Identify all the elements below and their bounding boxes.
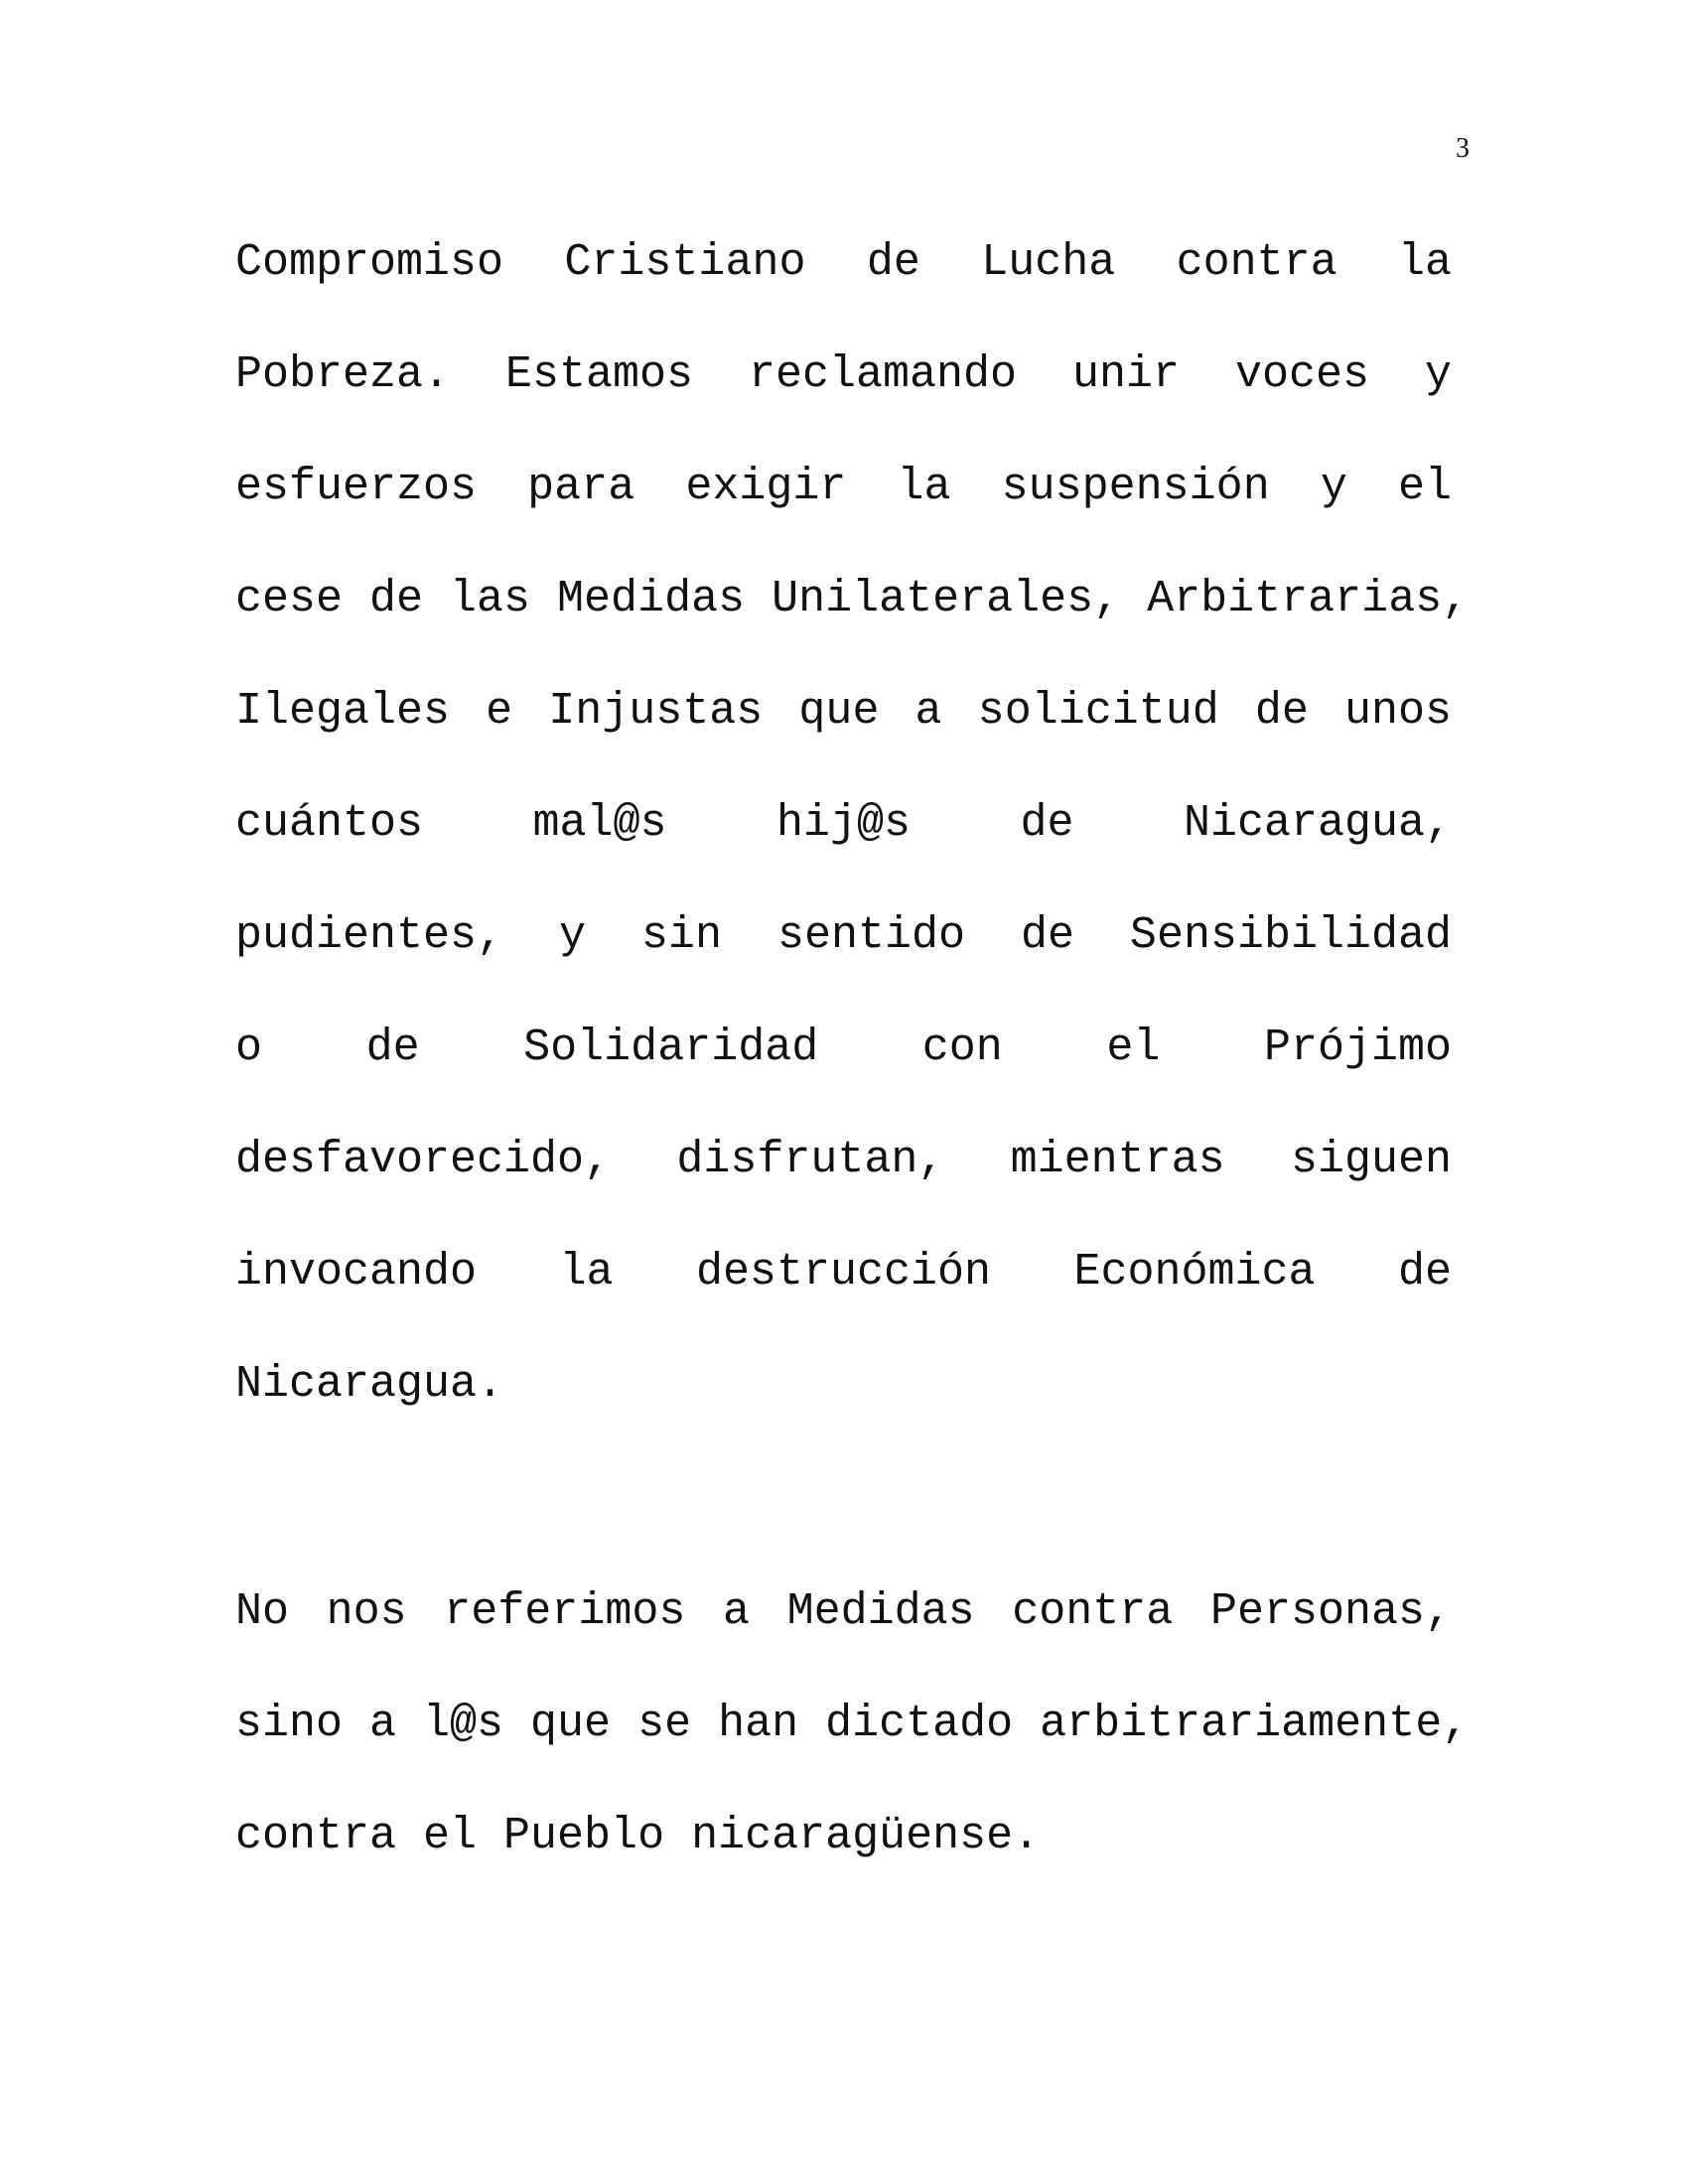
text-line: Compromiso Cristiano de Lucha contra la (235, 237, 1452, 288)
text-line: Nicaragua. (235, 1359, 504, 1410)
paragraph-1 (235, 206, 1470, 1440)
text-line: cese de las Medidas Unilaterales, Arbitrarias, (235, 574, 1470, 624)
text-line: invocando la destrucción Económica de (235, 1247, 1452, 1297)
text-line: Ilegales e Injustas que a solicitud de unos (235, 686, 1452, 737)
paragraph-2 (235, 1556, 1470, 1892)
text-line: esfuerzos para exigir la suspensión y el (235, 462, 1452, 512)
page-number: 3 (1456, 133, 1470, 164)
text-line: cuántos mal@s hij@s de Nicaragua, (235, 798, 1452, 849)
text-line: No nos referimos a Medidas contra Personas, (235, 1586, 1452, 1637)
text-line: contra el Pueblo nicaragüense. (235, 1811, 1041, 1861)
text-line: desfavorecido, disfrutan, mientras siguen (235, 1135, 1452, 1185)
text-line: Pobreza. Estamos reclamando unir voces y (235, 349, 1452, 400)
text-line: pudientes, y sin sentido de Sensibilidad (235, 910, 1452, 961)
text-line: o de Solidaridad con el Prójimo (235, 1023, 1452, 1073)
text-line: sino a l@s que se han dictado arbitrariamente, (235, 1699, 1470, 1749)
